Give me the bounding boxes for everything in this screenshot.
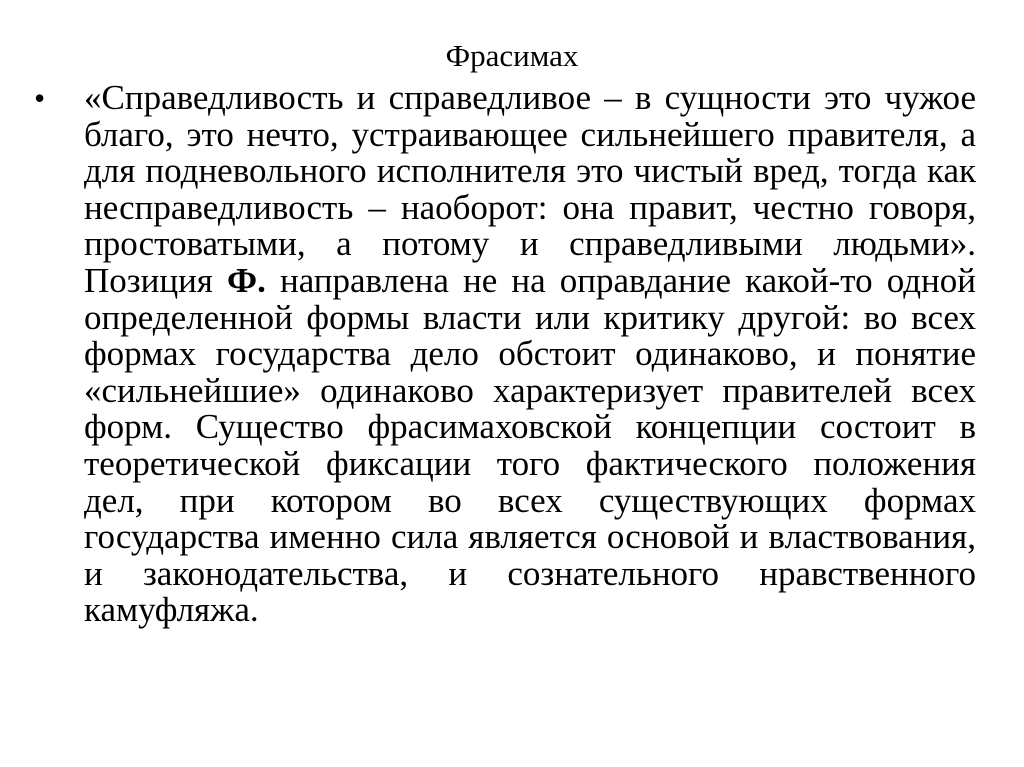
slide-title: Фрасимах	[445, 38, 579, 73]
paragraph-text-part-1: «Справедливость и справедливое – в сущности это чужое благо, это нечто, устраивающее сильнейшего правителя, а для подневольного исполнителя это чистый вред, тогда как несправедливость – наоборот: она правит, честно говоря, простоватыми, а потому и справедливыми людьми». Позиция	[84, 78, 976, 300]
bullet-paragraph	[34, 78, 976, 630]
paragraph-bold-abbreviation: Ф.	[227, 260, 266, 300]
paragraph-text-part-2: направлена не на оправдание какой-то одной определенной формы власти или критику другой: во всех формах государства дело обстоит одинаково, и понятие «сильнейшие» одинаково характеризует правителей всех форм. Существо фрасимаховской концепции состоит в теоретической фиксации того фактического положения дел, при котором во всех существующих формах государства именно сила является основой и властвования, и законодательства, и сознательного нравственного камуфляжа.	[84, 260, 976, 630]
bullet-icon: •	[34, 80, 46, 116]
